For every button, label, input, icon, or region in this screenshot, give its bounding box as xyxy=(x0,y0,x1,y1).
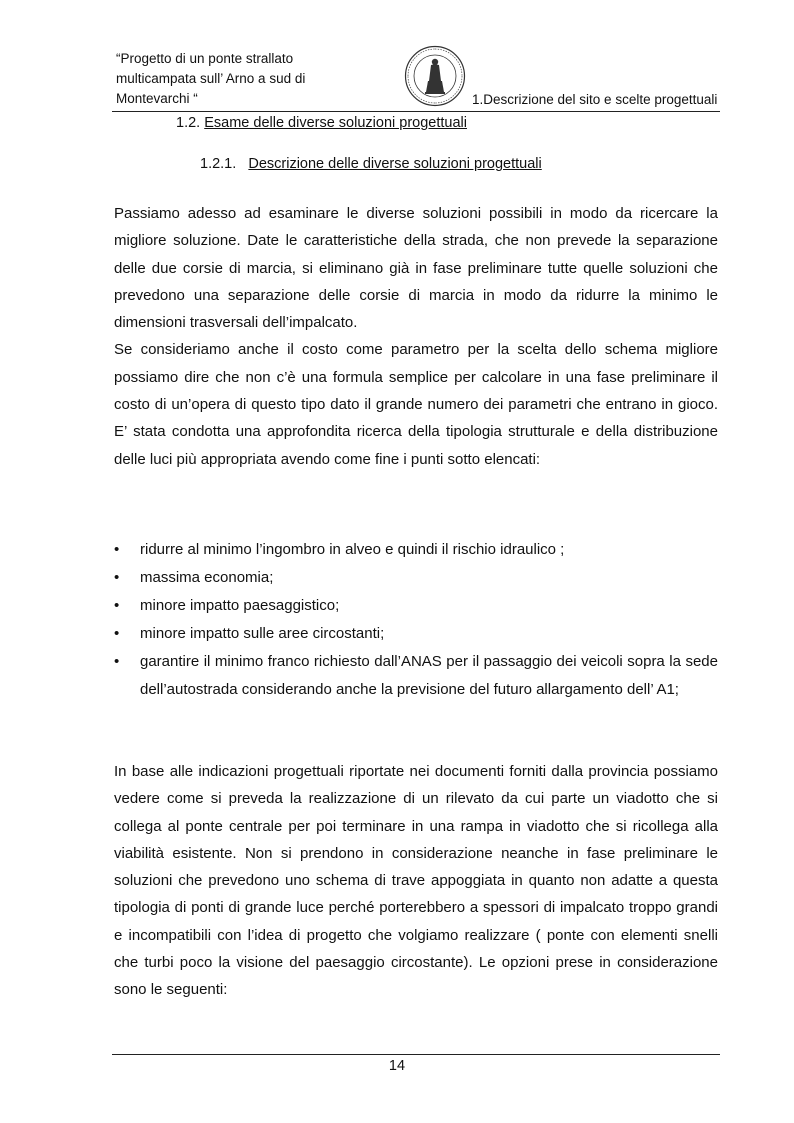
bullet-icon: • xyxy=(114,625,120,642)
thesis-title-line: “Progetto di un ponte strallato xyxy=(116,51,294,66)
bullet-icon: • xyxy=(114,569,120,586)
list-item xyxy=(114,536,718,564)
section-title: Esame delle diverse soluzioni progettuali xyxy=(204,115,467,131)
list-item xyxy=(114,592,718,620)
thesis-title-line: multicampata sull’ Arno a sud di xyxy=(116,71,306,86)
paragraph: In base alle indicazioni progettuali riportate nei documenti forniti dalla provincia possiamo vedere come si preveda la realizzazione di un rilevato da cui parte un viadotto che si collega al ponte centrale per poi terminare in una rampa in viadotto che si ricollega alla viabilità esistente. Non si prendono in considerazione neanche in fase preliminare le soluzioni che prevedono uno schema di trave appoggiata in quanto non adatte a questa tipologia di ponti di grande luce perché porterebbero a spessori di impalcato troppo grandi e incompatibili con l’idea di progetto che volgiamo realizzare ( ponte con elementi snelli che turbi poco la visione del paesaggio circostante). Le opzioni prese in considerazione sono le seguenti: xyxy=(114,763,718,999)
bullet-icon: • xyxy=(114,597,120,614)
section-running-title: 1.Descrizione del sito e scelte progettuali xyxy=(472,92,718,107)
page-number: 14 xyxy=(388,1058,406,1074)
subsection-heading xyxy=(200,156,542,172)
section-heading xyxy=(176,115,467,131)
list-item xyxy=(114,564,718,592)
header-divider xyxy=(112,111,720,112)
university-seal-icon xyxy=(404,45,466,107)
subsection-number: 1.2.1. xyxy=(200,156,237,172)
list-item-text: ridurre al minimo l’ingombro in alveo e quindi il rischio idraulico ; xyxy=(140,541,565,558)
footer-divider xyxy=(112,1054,720,1055)
list-item xyxy=(114,620,718,648)
bullet-icon: • xyxy=(114,541,120,558)
list-item-text: minore impatto paesaggistico; xyxy=(140,597,340,614)
list-item xyxy=(114,648,718,704)
bullet-icon: • xyxy=(114,653,120,670)
closing-text xyxy=(114,758,718,1004)
list-item-text: garantire il minimo franco richiesto dall’ANAS per il passaggio dei veicoli sopra la sede dell’autostrada considerando anche la previsione del futuro allargamento dell’ A1; xyxy=(140,653,718,698)
criteria-list xyxy=(114,536,718,704)
subsection-title: Descrizione delle diverse soluzioni progettuali xyxy=(248,156,542,172)
thesis-title xyxy=(116,49,332,109)
paragraph: Passiamo adesso ad esaminare le diverse soluzioni possibili in modo da ricercare la migliore soluzione. Date le caratteristiche della strada, che non prevede la separazione delle due corsie di marcia, si eliminano già in fase preliminare tutte quelle soluzioni che prevedono una separazione delle corsie di marcia in modo da ridurre la minimo le dimensioni trasversali dell’impalcato. xyxy=(114,205,718,332)
list-item-text: minore impatto sulle aree circostanti; xyxy=(140,625,385,642)
section-number: 1.2. xyxy=(176,115,201,131)
intro-text xyxy=(114,200,718,473)
list-item-text: massima economia; xyxy=(140,569,274,586)
paragraph: Se consideriamo anche il costo come parametro per la scelta dello schema migliore possiamo dire che non c’è una formula semplice per calcolare in una fase preliminare il costo di un’opera di questo tipo dato il grande numero dei parametri che entrano in gioco. E’ stata condotta una approfondita ricerca della tipologia strutturale e della distribuzione delle luci più appropriata avendo come fine i punti sotto elencati: xyxy=(114,341,718,468)
thesis-title-line: Montevarchi “ xyxy=(116,91,198,106)
